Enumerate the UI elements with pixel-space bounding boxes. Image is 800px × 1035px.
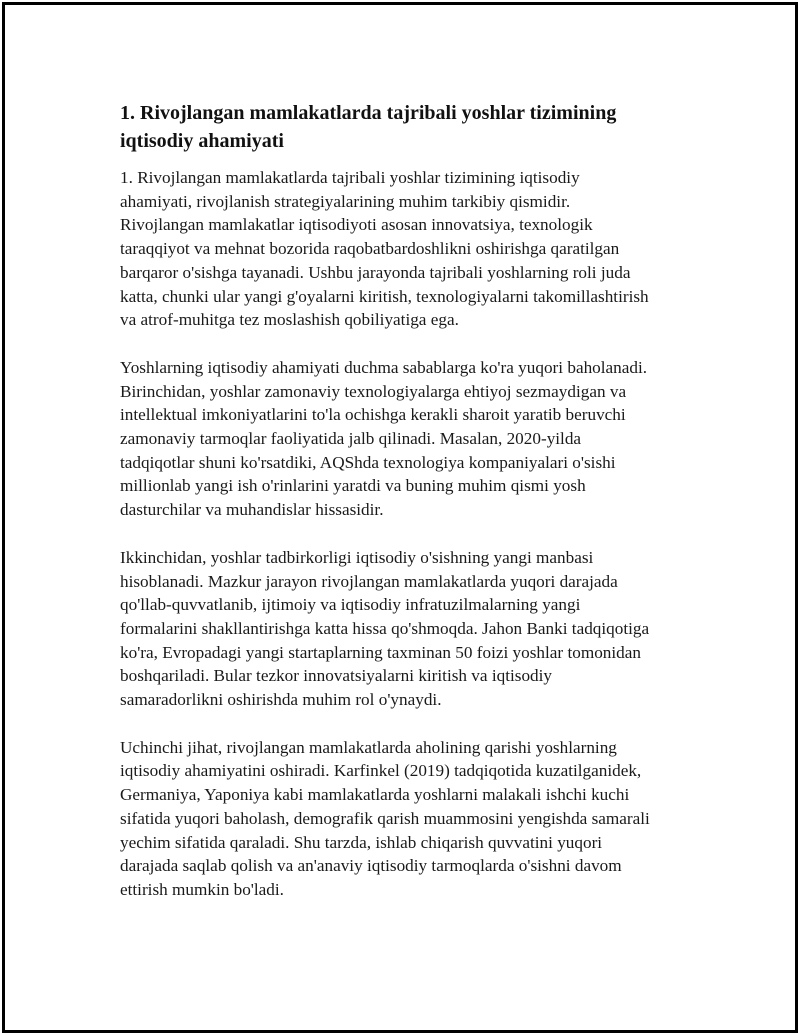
paragraph-2: Yoshlarning iqtisodiy ahamiyati duchma sabablarga ko'ra yuqori baholanadi. Birinchidan, yoshlar zamonaviy texnologiyalarga ehtiyoj sezmaydigan va intellektual imkoniyatlarini to'la ochishga kerakli sharoit yaratib beruvchi zamonaviy tarmoqlar faoliyatida jalb qilinadi. Masalan, 2020-yilda tadqiqotlar shuni ko'rsatdiki, AQShda texnologiya kompaniyalari o'sishi millionlab yangi ish o'rinlarini yaratdi va buning muhim qismi yosh dasturchilar va muhandislar hissasidir. [120, 357, 648, 520]
section-heading: 1. Rivojlangan mamlakatlarda tajribali yoshlar tizimining iqtisodiy ahamiyati [120, 102, 617, 152]
paragraph-4: Uchinchi jihat, rivojlangan mamlakatlarda aholining qarishi yoshlarning iqtisodiy ahamiyatini oshiradi. Karfinkel (2019) tadqiqotida kuzatilganidek, Germaniya, Yaponiya kabi mamlakatlarda yoshlarni malakali ishchi kuchi sifatida yuqori baholash, demografik qarish muammosini yengishda samarali yechim sifatida qaraladi. Shu tarzda, ishlab chiqarish quvvatini yuqori darajada saqlab qolish va an'anaviy iqtisodiy tarmoqlarda o'sishni davom ettirish mumkin bo'ladi. [120, 737, 650, 899]
paragraph-3: Ikkinchidan, yoshlar tadbirkorligi iqtisodiy o'sishning yangi manbasi hisoblanadi. Mazkur jarayon rivojlangan mamlakatlarda yuqori darajada qo'llab-quvvatlanib, ijtimoiy va iqtisodiy infratuzilmalarning yangi formalarini shakllantirishga katta hissa qo'shmoqda. Jahon Banki tadqiqotiga ko'ra, Evropadagi yangi startaplarning taxminan 50 foizi yoshlar tomonidan boshqariladi. Bular tezkor innovatsiyalarni kiritish va iqtisodiy samaradorlikni oshirishda muhim rol o'ynaydi. [120, 547, 650, 710]
page-frame [2, 2, 798, 1033]
paragraph-1: 1. Rivojlangan mamlakatlarda tajribali yoshlar tizimining iqtisodiy ahamiyati, rivojlanish strategiyalarining muhim tarkibiy qismidir. Rivojlangan mamlakatlar iqtisodiyoti asosan innovatsiya, texnologik taraqqiyot va mehnat bozorida raqobatbardoshlikni oshirishga qaratilgan barqaror o'sishga tayanadi. Ushbu jarayonda tajribali yoshlarning roli juda katta, chunki ular yangi g'oyalarni kiritish, texnologiyalarni takomillashtirish va atrof-muhitga tez moslashish qobiliyatiga ega. [120, 168, 649, 330]
document-body [120, 99, 700, 926]
